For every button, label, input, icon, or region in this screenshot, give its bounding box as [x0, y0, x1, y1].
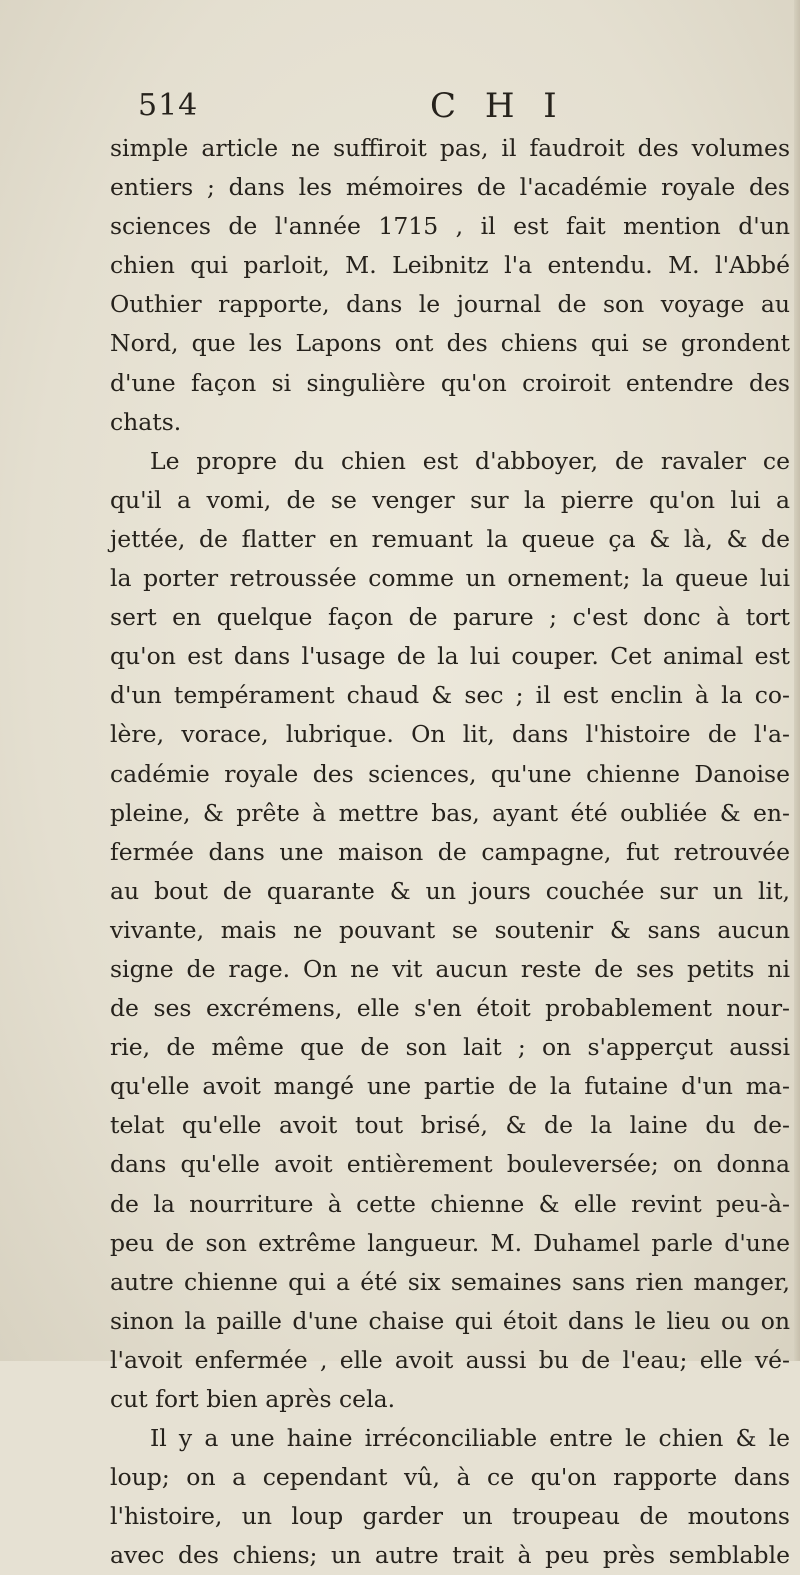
text-line: l'histoire, un loup garder un troupeau de moutons [110, 1502, 790, 1531]
text-line: cadémie royale des sciences, qu'une chienne Danoise [110, 759, 790, 788]
text-line: chien qui parloit, M. Leibnitz l'a entendu. M. l'Abbé [110, 251, 790, 280]
text-line: vivante, mais ne pouvant se soutenir & sans aucun [110, 915, 790, 944]
page-number: 514 [138, 88, 199, 123]
page-edge [794, 0, 800, 1361]
text-line: sciences de l'année 1715 , il est fait mention d'un [110, 212, 790, 241]
paragraph-first-line: Le propre du chien est d'abboyer, de ravaler ce [150, 446, 790, 475]
text-line: la porter retroussée comme un ornement; la queue lui [110, 564, 790, 593]
body-text [110, 129, 790, 1570]
text-line: telat qu'elle avoit tout brisé, & de la laine du de- [110, 1111, 790, 1140]
text-line: jettée, de flatter en remuant la queue ça & là, & de [110, 524, 790, 553]
text-line: qu'elle avoit mangé une partie de la futaine d'un ma- [110, 1072, 790, 1101]
text-line: peu de son extrême langueur. M. Duhamel parle d'une [110, 1228, 790, 1257]
text-line: cut fort bien après cela. [110, 1385, 396, 1413]
text-line: Outhier rapporte, dans le journal de son voyage au [110, 290, 790, 319]
text-line: l'avoit enfermée , elle avoit aussi bu de l'eau; elle vé- [110, 1345, 790, 1374]
text-line: simple article ne suffiroit pas, il faudroit des volumes [110, 134, 790, 162]
page-header [138, 86, 778, 126]
text-line: qu'on est dans l'usage de la lui couper. Cet animal est [110, 642, 790, 671]
text-line: lère, vorace, lubrique. On lit, dans l'histoire de l'a- [110, 720, 790, 749]
text-line: au bout de quarante & un jours couchée sur un lit, [110, 876, 790, 905]
running-head: C H I [430, 86, 566, 126]
text-line: autre chienne qui a été six semaines sans rien manger, [110, 1267, 790, 1296]
text-line: de ses excrémens, elle s'en étoit probablement nour- [110, 994, 790, 1023]
text-line: loup; on a cependant vû, à ce qu'on rapporte dans [110, 1463, 790, 1492]
text-line: qu'il a vomi, de se venger sur la pierre qu'on lui a [110, 485, 790, 514]
text-line: de la nourriture à cette chienne & elle revint peu-à- [110, 1189, 790, 1218]
text-line: fermée dans une maison de campagne, fut retrouvée [110, 837, 790, 866]
text-line: dans qu'elle avoit entièrement bouleversée; on donna [110, 1150, 790, 1179]
text-line: rie, de même que de son lait ; on s'apperçut aussi [110, 1033, 790, 1062]
text-line: d'une façon si singulière qu'on croiroit entendre des [110, 368, 790, 397]
text-line: sert en quelque façon de parure ; c'est donc à tort [110, 603, 790, 632]
text-line: pleine, & prête à mettre bas, ayant été oubliée & en- [110, 798, 790, 827]
text-line: sinon la paille d'une chaise qui étoit dans le lieu ou on [110, 1306, 790, 1335]
paragraph-first-line: Il y a une haine irréconciliable entre le chien & le [150, 1424, 790, 1453]
text-line: chats. [110, 407, 182, 436]
text-line: Nord, que les Lapons ont des chiens qui se grondent [110, 329, 790, 358]
text-line: avec des chiens; un autre trait à peu près semblable [110, 1541, 790, 1570]
text-line: d'un tempérament chaud & sec ; il est enclin à la co- [110, 681, 790, 710]
text-line: entiers ; dans les mémoires de l'académie royale des [110, 173, 790, 202]
text-line: signe de rage. On ne vit aucun reste de ses petits ni [110, 954, 790, 983]
